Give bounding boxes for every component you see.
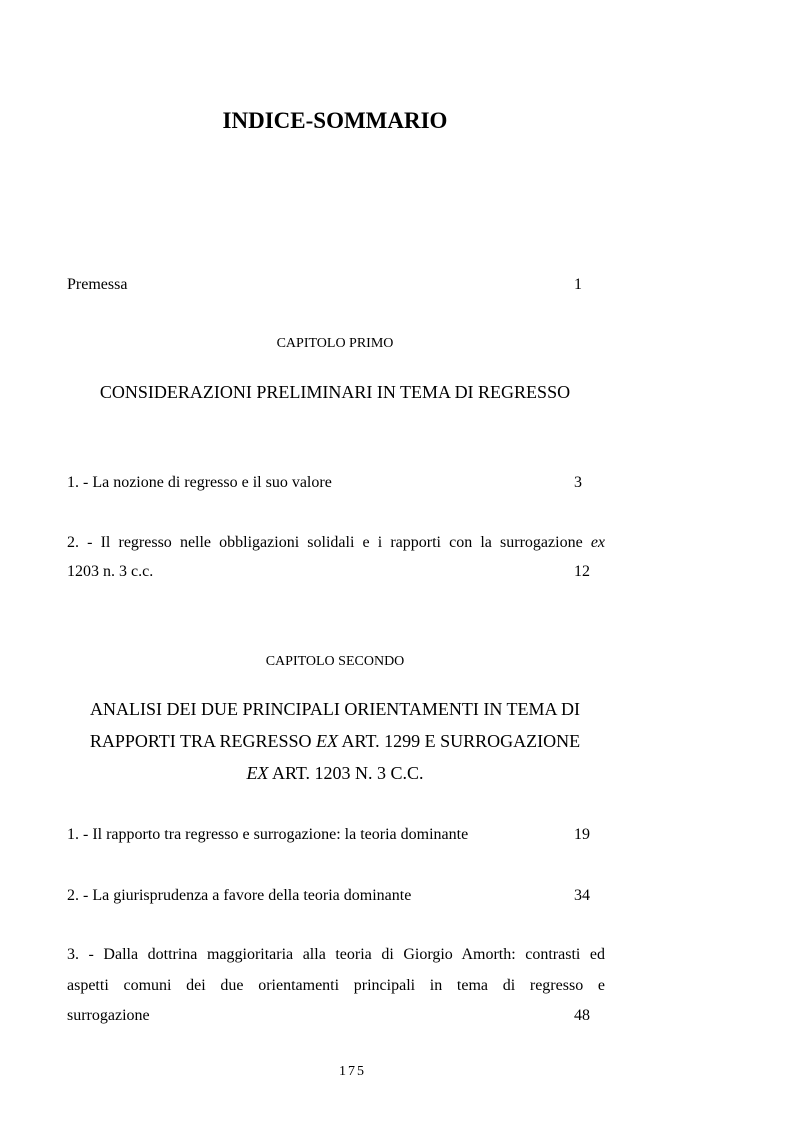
chapter-title-text: ART. 1299 E SURROGAZIONE [341,731,581,751]
toc-entry-continuation: aspetti comuni dei due orientamenti principali in tema di regresso e [67,977,605,994]
chapter-title-line [0,731,670,752]
toc-page-number: 48 [574,1007,590,1024]
page-title: INDICE-SOMMARIO [222,108,448,133]
toc-entry-italic: ex [590,534,606,551]
chapter-title-italic: EX [246,763,269,783]
toc-entry [67,534,605,552]
toc-entry: 1. - Il rapporto tra regresso e surrogazione: la teoria dominante [67,826,469,843]
toc-entry: 1. - La nozione di regresso e il suo valore [67,474,332,491]
toc-entry-text: 2. - Il regresso nelle obbligazioni solidali e i rapporti con la surrogazione [67,534,583,551]
footer-page-number: 175 [339,1064,366,1079]
chapter-title-line [0,763,670,784]
toc-entry-continuation: surrogazione [67,1007,150,1024]
toc-entry-continuation: 1203 n. 3 c.c. [67,563,154,580]
chapter-label: CAPITOLO PRIMO [276,336,394,351]
chapter-title-italic: EX [316,731,339,751]
toc-entry: 2. - La giurisprudenza a favore della teoria dominante [67,887,412,904]
chapter-label: CAPITOLO SECONDO [265,654,405,669]
toc-page-number: 19 [574,826,590,843]
chapter-title-line: ANALISI DEI DUE PRINCIPALI ORIENTAMENTI IN TEMA DI [89,699,581,719]
toc-page-number: 34 [574,887,590,904]
toc-page-number: 1 [574,276,582,293]
toc-entry-premessa: Premessa [67,276,128,293]
chapter-title-text: RAPPORTI TRA REGRESSO [89,731,312,751]
chapter-title-text: ART. 1203 N. 3 C.C. [271,763,424,783]
toc-page-number: 3 [574,474,582,491]
toc-entry: 3. - Dalla dottrina maggioritaria alla teoria di Giorgio Amorth: contrasti ed [67,946,605,963]
toc-page-number: 12 [574,563,590,580]
chapter-title: CONSIDERAZIONI PRELIMINARI IN TEMA DI REGRESSO [99,382,571,402]
